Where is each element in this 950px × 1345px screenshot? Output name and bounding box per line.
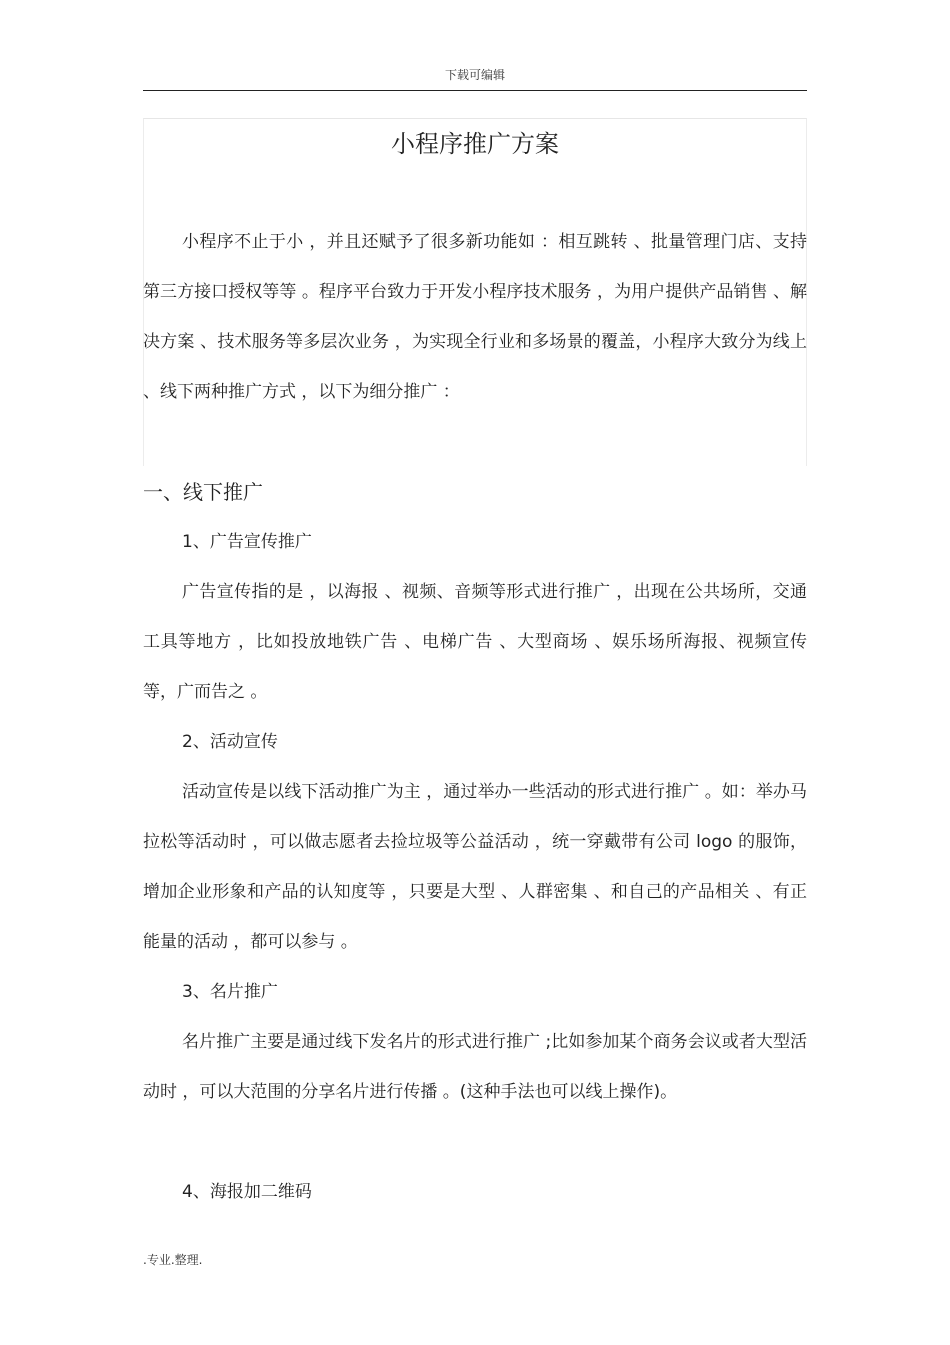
- section-heading-offline: 一、线下推广: [143, 480, 263, 504]
- subheading-card-promotion: 3、名片推广: [182, 982, 278, 1002]
- subheading-event-promotion: 2、活动宣传: [182, 732, 278, 752]
- paragraph-card-promotion: 名片推广主要是通过线下发名片的形式进行推广 ;比如参加某个商务会议或者大型活动时 ，可以大范围的分享名片进行传播 。(这种手法也可以线上操作)。: [143, 1032, 807, 1102]
- page-header-label: 下载可编辑: [444, 68, 505, 82]
- paragraph-ad-promotion: 广告宣传指的是 ，以海报 、视频、音频等形式进行推广 ，出现在公共场所，交通工具等地方 ，比如投放地铁广告 、电梯广告 、大型商场 、娱乐场所海报、视频宣传等，广而告之 。: [143, 582, 807, 702]
- subheading-ad-promotion: 1、广告宣传推广: [182, 532, 312, 552]
- intro-paragraph: 小程序不止于小 ，并且还赋予了很多新功能如 ：相互跳转 、批量管理门店、支持第三方接口授权等等 。程序平台致力于开发小程序技术服务 ，为用户提供产品销售 、解决方案 、技术服务等多层次业务 ，为实现全行业和多场景的覆盖，小程序大致分为线上 、线下两种推广方式 ，以下为细分推广 ：: [143, 232, 807, 402]
- page-footer-label: .专业.整理.: [143, 1253, 203, 1267]
- header-divider: [143, 90, 807, 91]
- document-title: 小程序推广方案: [391, 130, 559, 158]
- subheading-poster-qrcode: 4、海报加二维码: [182, 1182, 312, 1202]
- paragraph-event-promotion: 活动宣传是以线下活动推广为主 ，通过举办一些活动的形式进行推广 。如：举办马拉松等活动时 ，可以做志愿者去捡垃圾等公益活动 ，统一穿戴带有公司 logo 的服饰，增加企业形象和产品的认知度等 ，只要是大型 、人群密集 、和自己的产品相关 、有正能量的活动 ，都可以参与 。: [143, 782, 807, 952]
